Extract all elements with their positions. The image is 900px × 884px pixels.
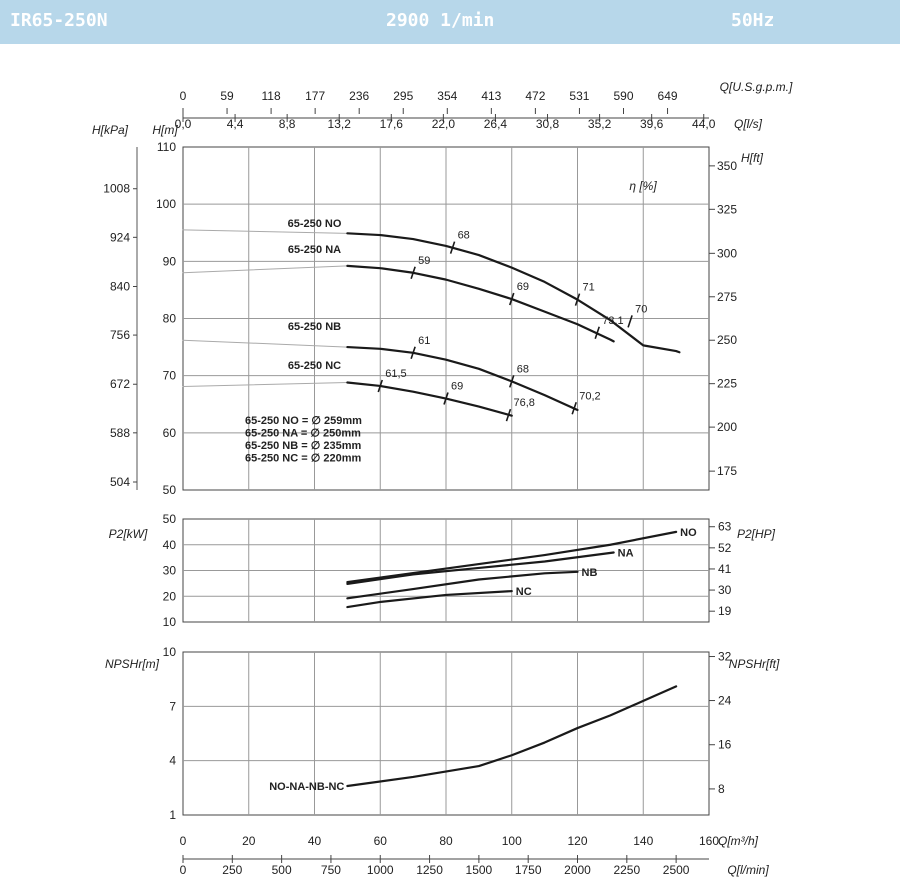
ls-tick-label: 30,8 [535, 117, 560, 131]
lmin-tick-label: 1000 [366, 863, 394, 877]
lmin-tick-label: 1500 [465, 863, 493, 877]
lmin-axis-label: Q[l/min] [727, 863, 769, 877]
head-curve-line [347, 266, 613, 341]
npsh-ft-tick-label: 24 [718, 693, 732, 708]
kpa-tick-label: 588 [109, 425, 130, 440]
m3h-tick-label: 160 [698, 834, 720, 848]
head-curve-label: 65-250 NO [287, 218, 342, 231]
eta-value-label: 70,2 [579, 390, 601, 403]
head-ytick-label: 70 [162, 368, 176, 383]
usgpm-tick-label: 118 [261, 89, 281, 103]
head-ext-line [183, 230, 347, 233]
m3h-tick-label: 80 [439, 834, 453, 848]
head-curve-label: 65-250 NB [287, 320, 342, 333]
m3h-tick-label: 120 [567, 834, 588, 848]
head-ytick-label: 100 [155, 197, 176, 212]
eta-value-label: 68 [457, 229, 470, 242]
lmin-tick-label: 0 [179, 863, 187, 877]
m3h-tick-label: 60 [373, 834, 387, 848]
kpa-tick-label: 1008 [103, 181, 130, 196]
npsh-ytick-label: 10 [162, 645, 176, 659]
head-curve-label: 65-250 NC [287, 359, 342, 372]
head-ext-line [183, 383, 347, 387]
ft-tick-label: 350 [717, 158, 738, 173]
power-curve-label: NA [617, 547, 634, 560]
m3h-tick-label: 100 [501, 834, 522, 848]
lmin-tick-label: 1750 [514, 863, 542, 877]
eta-value-label: 61,5 [385, 367, 407, 380]
usgpm-tick-label: 531 [569, 89, 590, 103]
ft-tick-label: 225 [717, 376, 738, 391]
ft-tick-label: 300 [717, 246, 738, 261]
npsh-ytick-label: 1 [169, 808, 176, 822]
head-curve-line [347, 233, 679, 352]
head-ytick-label: 60 [162, 425, 176, 440]
npsh-ytick-label: 7 [169, 699, 176, 714]
power-ytick-label: 30 [162, 563, 176, 578]
usgpm-tick-label: 649 [657, 89, 678, 103]
lmin-tick-label: 1250 [416, 863, 443, 877]
usgpm-tick-label: 354 [437, 89, 458, 103]
hp-tick-label: 52 [718, 540, 732, 555]
hp-tick-label: 41 [718, 561, 732, 576]
hp-tick-label: 63 [718, 519, 732, 534]
npsh-ft-tick-label: 16 [718, 737, 732, 752]
usgpm-tick-label: 177 [305, 89, 326, 103]
kpa-tick-label: 840 [109, 279, 130, 294]
eta-value-label: 61 [418, 334, 431, 347]
ft-tick-label: 325 [717, 202, 738, 217]
ls-tick-label: 39,6 [639, 117, 664, 131]
lmin-tick-label: 500 [271, 863, 292, 877]
ls-tick-label: 4,4 [226, 117, 244, 131]
usgpm-tick-label: 236 [349, 89, 370, 103]
usgpm-tick-label: 590 [613, 89, 634, 103]
ls-tick-label: 8,8 [278, 117, 296, 131]
lmin-tick-label: 2000 [564, 863, 591, 877]
head-curve-line [347, 380, 511, 416]
kpa-tick-label: 756 [109, 328, 130, 343]
usgpm-tick-label: 413 [481, 89, 502, 103]
ls-axis-label: Q[l/s] [733, 117, 763, 131]
eta-value-label: 59 [418, 254, 431, 267]
power-curve-label: NB [581, 566, 598, 579]
npsh-ft-tick-label: 8 [718, 781, 725, 796]
ls-tick-label: 17,6 [379, 117, 403, 131]
ft-tick-label: 250 [717, 333, 738, 348]
head-ytick-label: 80 [162, 311, 176, 326]
eta-value-label: 70 [635, 303, 648, 316]
power-curve-line [347, 591, 511, 607]
usgpm-tick-label: 59 [220, 89, 234, 103]
eta-value-label: 68 [516, 363, 529, 376]
diameter-label: 65-250 NA = ∅ 250mm [245, 427, 361, 440]
power-hp-axis-label: P2[HP] [736, 527, 776, 541]
ls-tick-label: 13,2 [327, 117, 351, 131]
diameter-label: 65-250 NC = ∅ 220mm [245, 452, 362, 465]
npsh-ft-tick-label: 32 [718, 649, 732, 664]
frequency-title: 50Hz [731, 10, 775, 31]
ls-tick-label: 35,2 [587, 117, 612, 131]
model-title: IR65-250N [10, 10, 108, 31]
kpa-tick-label: 504 [109, 474, 130, 489]
hp-tick-label: 30 [718, 583, 732, 598]
eta-tick-mark [628, 315, 632, 327]
ls-tick-label: 44,0 [692, 117, 716, 131]
lmin-tick-label: 2250 [613, 863, 641, 877]
lmin-tick-label: 750 [320, 863, 341, 877]
head-ytick-label: 50 [162, 483, 176, 497]
usgpm-tick-label: 472 [525, 89, 546, 103]
power-ytick-label: 10 [162, 615, 176, 629]
kpa-tick-label: 924 [109, 230, 130, 245]
ls-tick-label: 22,0 [431, 117, 456, 131]
usgpm-tick-label: 295 [393, 89, 414, 103]
eta-axis-label: η [%] [629, 179, 657, 193]
npsh-m-axis-label: NPSHr[m] [105, 657, 159, 671]
eta-value-label: 69 [516, 281, 529, 294]
eta-value-label: 71 [582, 281, 595, 294]
head-curve-line [347, 347, 577, 410]
power-ytick-label: 40 [162, 537, 176, 552]
ft-tick-label: 200 [717, 420, 738, 435]
hp-tick-label: 19 [718, 604, 732, 619]
diameter-label: 65-250 NO = ∅ 259mm [245, 415, 362, 427]
power-kw-axis-label: P2[kW] [108, 527, 148, 541]
head-ext-line [183, 266, 347, 273]
head-ytick-label: 90 [162, 254, 176, 269]
head-ext-line [183, 340, 347, 347]
ft-tick-label: 275 [717, 289, 738, 304]
ls-tick-label: 0,0 [174, 117, 192, 131]
m3h-tick-label: 40 [307, 834, 322, 848]
eta-value-label: 73,1 [602, 314, 624, 327]
power-ytick-label: 20 [162, 589, 176, 604]
power-ytick-label: 50 [162, 512, 176, 526]
head-curve-label: 65-250 NA [287, 243, 342, 256]
power-curve-label: NC [515, 586, 532, 599]
ls-tick-label: 26,4 [483, 117, 508, 131]
m3h-tick-label: 20 [242, 834, 256, 848]
eta-value-label: 76,8 [513, 397, 535, 410]
head-kpa-axis-label: H[kPa] [91, 123, 129, 137]
m3h-tick-label: 140 [633, 834, 654, 848]
head-m-axis-label: H[m] [152, 123, 178, 137]
m3h-axis-label: Q[m³/h] [717, 834, 759, 848]
head-ytick-label: 110 [156, 140, 176, 154]
eta-value-label: 69 [451, 380, 464, 393]
npsh-curve-label: NO-NA-NB-NC [269, 781, 345, 794]
power-curve-label: NO [680, 526, 697, 539]
kpa-tick-label: 672 [109, 377, 130, 392]
usgpm-axis-label: Q[U.S.g.p.m.] [719, 80, 793, 94]
diameter-label: 65-250 NB = ∅ 235mm [245, 440, 362, 452]
lmin-tick-label: 250 [222, 863, 243, 877]
usgpm-tick-label: 0 [179, 89, 187, 103]
head-ft-axis-label: H[ft] [740, 151, 764, 165]
ft-tick-label: 175 [717, 464, 738, 479]
speed-title: 2900 1/min [386, 10, 495, 31]
npsh-ytick-label: 4 [169, 753, 176, 768]
npsh-ft-axis-label: NPSHr[ft] [728, 657, 780, 671]
lmin-tick-label: 2500 [662, 863, 690, 877]
m3h-tick-label: 0 [179, 834, 187, 848]
